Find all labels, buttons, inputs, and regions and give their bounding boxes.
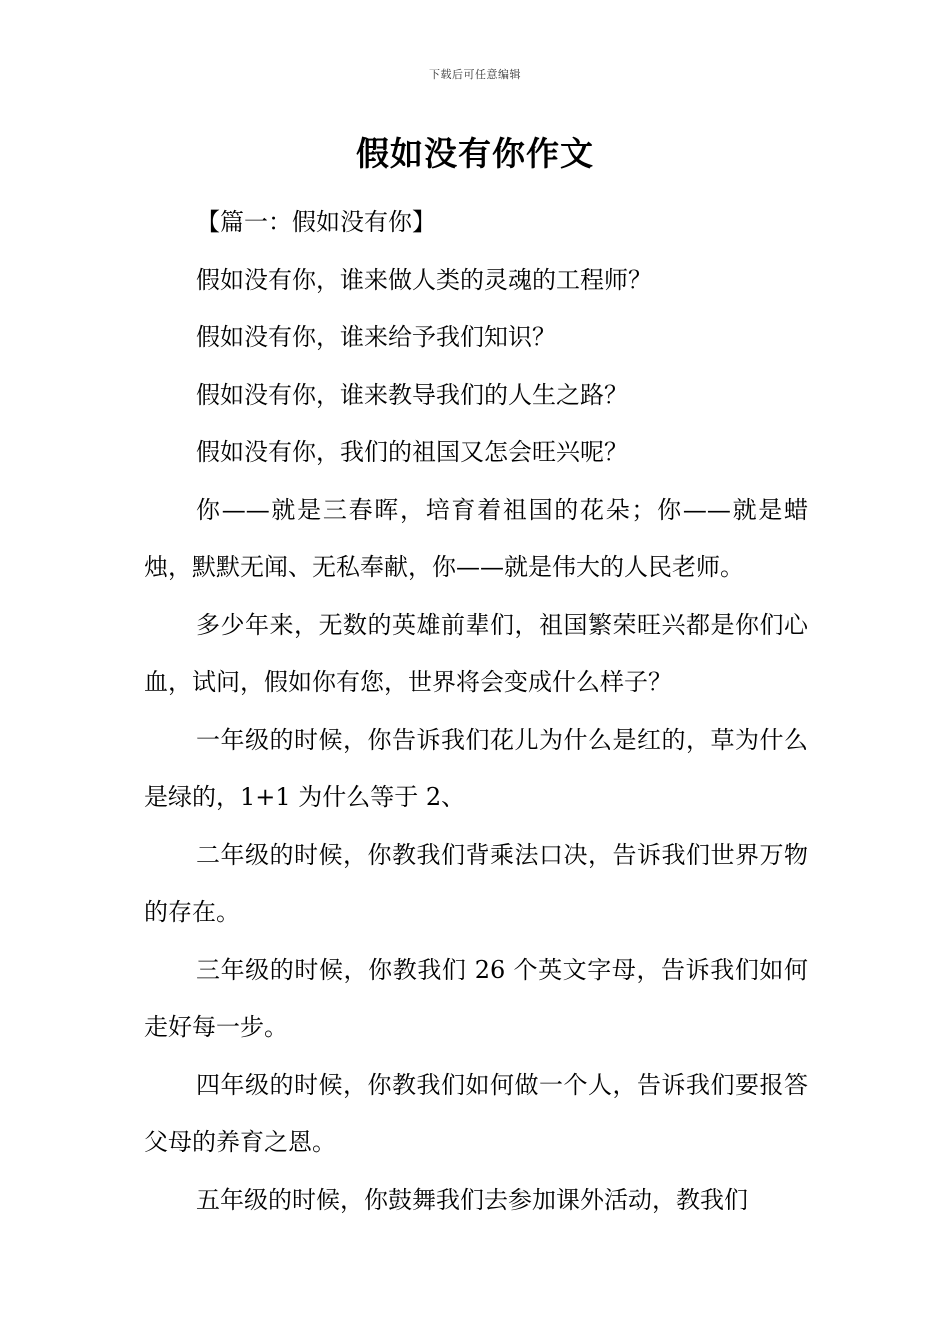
document-title: 假如没有你作文 bbox=[356, 134, 594, 173]
paragraph: 假如没有你，我们的祖国又怎会旺兴呢？ bbox=[196, 438, 628, 466]
section-heading: 【篇一：假如没有你】 bbox=[196, 208, 436, 236]
paragraph: 你——就是三春晖，培育着祖国的花朵；你——就是蜡烛，默默无闻、无私奉献，你——就是伟大的人民老师。 bbox=[144, 495, 808, 581]
paragraph: 假如没有你，谁来教导我们的人生之路？ bbox=[196, 380, 628, 409]
paragraph: 多少年来，无数的英雄前辈们，祖国繁荣旺兴都是你们心血，试问，假如你有您，世界将会变成什么样子？ bbox=[144, 610, 808, 696]
paragraph: 假如没有你，谁来给予我们知识？ bbox=[196, 323, 556, 351]
paragraph: 一年级的时候，你告诉我们花儿为什么是红的，草为什么是绿的，1+1 为什么等于 2、 bbox=[144, 725, 808, 811]
header-note: 下载后可任意编辑 bbox=[429, 68, 521, 81]
paragraph: 五年级的时候，你鼓舞我们去参加课外活动，教我们 bbox=[196, 1185, 748, 1214]
document-body bbox=[144, 194, 808, 1229]
paragraph: 假如没有你，谁来做人类的灵魂的工程师？ bbox=[196, 265, 652, 294]
paragraph: 三年级的时候，你教我们 26 个英文字母，告诉我们如何走好每一步。 bbox=[144, 955, 808, 1041]
paragraph: 四年级的时候，你教我们如何做一个人，告诉我们要报答父母的养育之恩。 bbox=[144, 1070, 808, 1156]
paragraph: 二年级的时候，你教我们背乘法口决，告诉我们世界万物的存在。 bbox=[144, 840, 808, 926]
